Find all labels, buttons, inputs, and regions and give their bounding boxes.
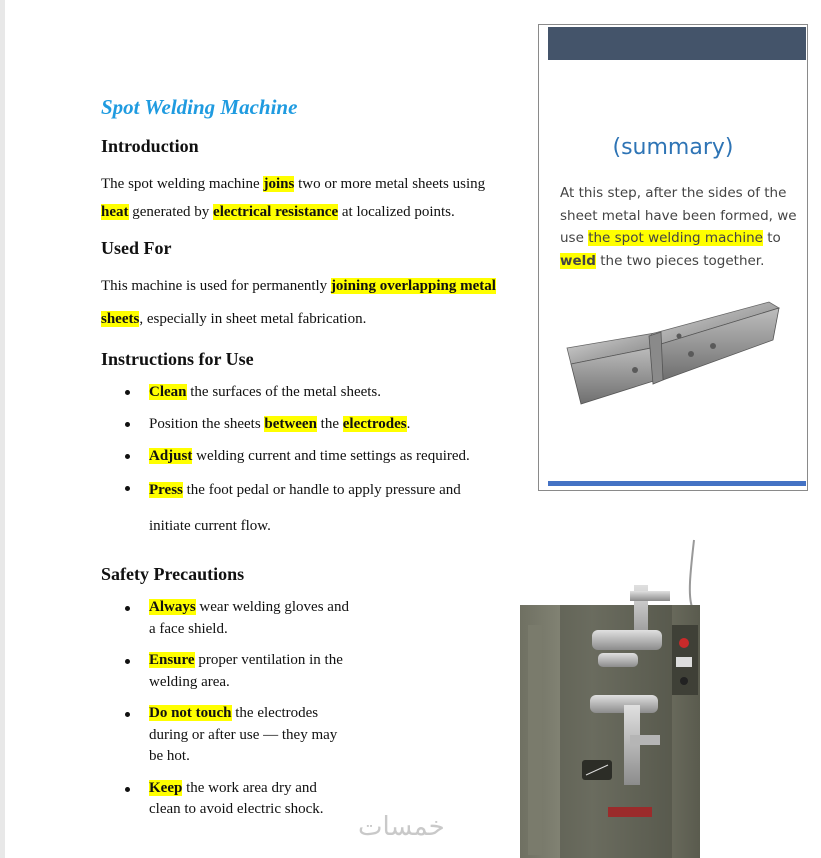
watermark: خمسات xyxy=(358,812,445,842)
text-run: Position the sheets xyxy=(149,416,265,432)
text-run: the xyxy=(316,416,343,432)
list-item xyxy=(101,472,521,544)
spot-welding-machine-image xyxy=(512,535,712,858)
highlight: electrical resistance xyxy=(213,204,339,220)
highlight: Clean xyxy=(149,384,187,400)
list-item xyxy=(101,440,521,472)
sidebar-heading: (summary) xyxy=(612,135,734,160)
instructions-list xyxy=(101,376,521,544)
list-item xyxy=(101,650,401,693)
highlight: joins xyxy=(263,176,295,192)
instructions-heading: Instructions for Use xyxy=(101,349,254,369)
text-run: at localized points. xyxy=(338,204,455,220)
text-run: proper ventilation in the xyxy=(194,652,343,668)
text-run: generated by xyxy=(128,204,214,220)
text-run: The spot welding machine xyxy=(101,176,264,192)
highlight: Always xyxy=(149,599,196,615)
highlight: the spot welding machine xyxy=(588,230,763,246)
safety-heading: Safety Precautions xyxy=(101,564,245,584)
highlight: Ensure xyxy=(149,652,195,668)
text-run: a face shield. xyxy=(149,620,228,637)
list-item xyxy=(101,408,521,440)
text-run: initiate current flow. xyxy=(149,518,271,534)
highlight: Keep xyxy=(149,779,183,796)
text-run: the two pieces together. xyxy=(595,252,765,269)
list-item xyxy=(101,376,521,408)
highlight: joining overlapping metal xyxy=(330,278,496,294)
introduction-paragraph xyxy=(101,170,521,226)
highlight: Do not touch xyxy=(149,705,232,721)
list-item xyxy=(101,778,401,821)
text-run: , especially in sheet metal fabrication. xyxy=(139,311,367,327)
highlight: electrodes xyxy=(342,416,407,432)
highlight: Adjust xyxy=(149,448,193,464)
text-run: during or after use — they may xyxy=(149,726,338,743)
text-run: the surfaces of the metal sheets. xyxy=(186,384,382,400)
text-run: welding current and time settings as required. xyxy=(192,448,470,464)
text-run: the work area dry and xyxy=(182,779,317,796)
welded-sheets-image xyxy=(563,296,783,408)
sidebar-text xyxy=(560,182,800,272)
highlight: weld xyxy=(560,252,596,269)
text-run: wear welding gloves and xyxy=(195,599,349,615)
text-run: be hot. xyxy=(149,748,190,764)
used-for-paragraph xyxy=(101,270,531,336)
sidebar-header-bar xyxy=(548,27,806,60)
text-run: welding area. xyxy=(149,673,230,690)
sidebar-bottom-rule xyxy=(548,481,806,486)
highlight: Press xyxy=(149,482,183,498)
text-run: the foot pedal or handle to apply pressure and xyxy=(182,482,461,498)
text-run: the electrodes xyxy=(231,705,319,721)
text-run: clean to avoid electric shock. xyxy=(149,801,324,817)
text-run: At this step, after the sides of the sheet metal have been formed, we use xyxy=(560,185,797,246)
safety-list xyxy=(101,597,401,831)
text-run: two or more metal sheets using xyxy=(294,176,486,192)
summary-sidebar xyxy=(538,24,808,491)
text-run: to xyxy=(762,230,781,246)
used-for-heading: Used For xyxy=(101,238,172,258)
text-run: . xyxy=(406,416,411,432)
highlight: sheets xyxy=(101,311,140,327)
highlight: heat xyxy=(101,204,129,220)
text-run: This machine is used for permanently xyxy=(101,278,331,294)
list-item xyxy=(101,703,401,768)
highlight: between xyxy=(264,416,317,432)
introduction-heading: Introduction xyxy=(101,136,199,156)
page-left-edge xyxy=(0,0,5,858)
list-item xyxy=(101,597,401,640)
document-title: Spot Welding Machine xyxy=(101,95,298,119)
